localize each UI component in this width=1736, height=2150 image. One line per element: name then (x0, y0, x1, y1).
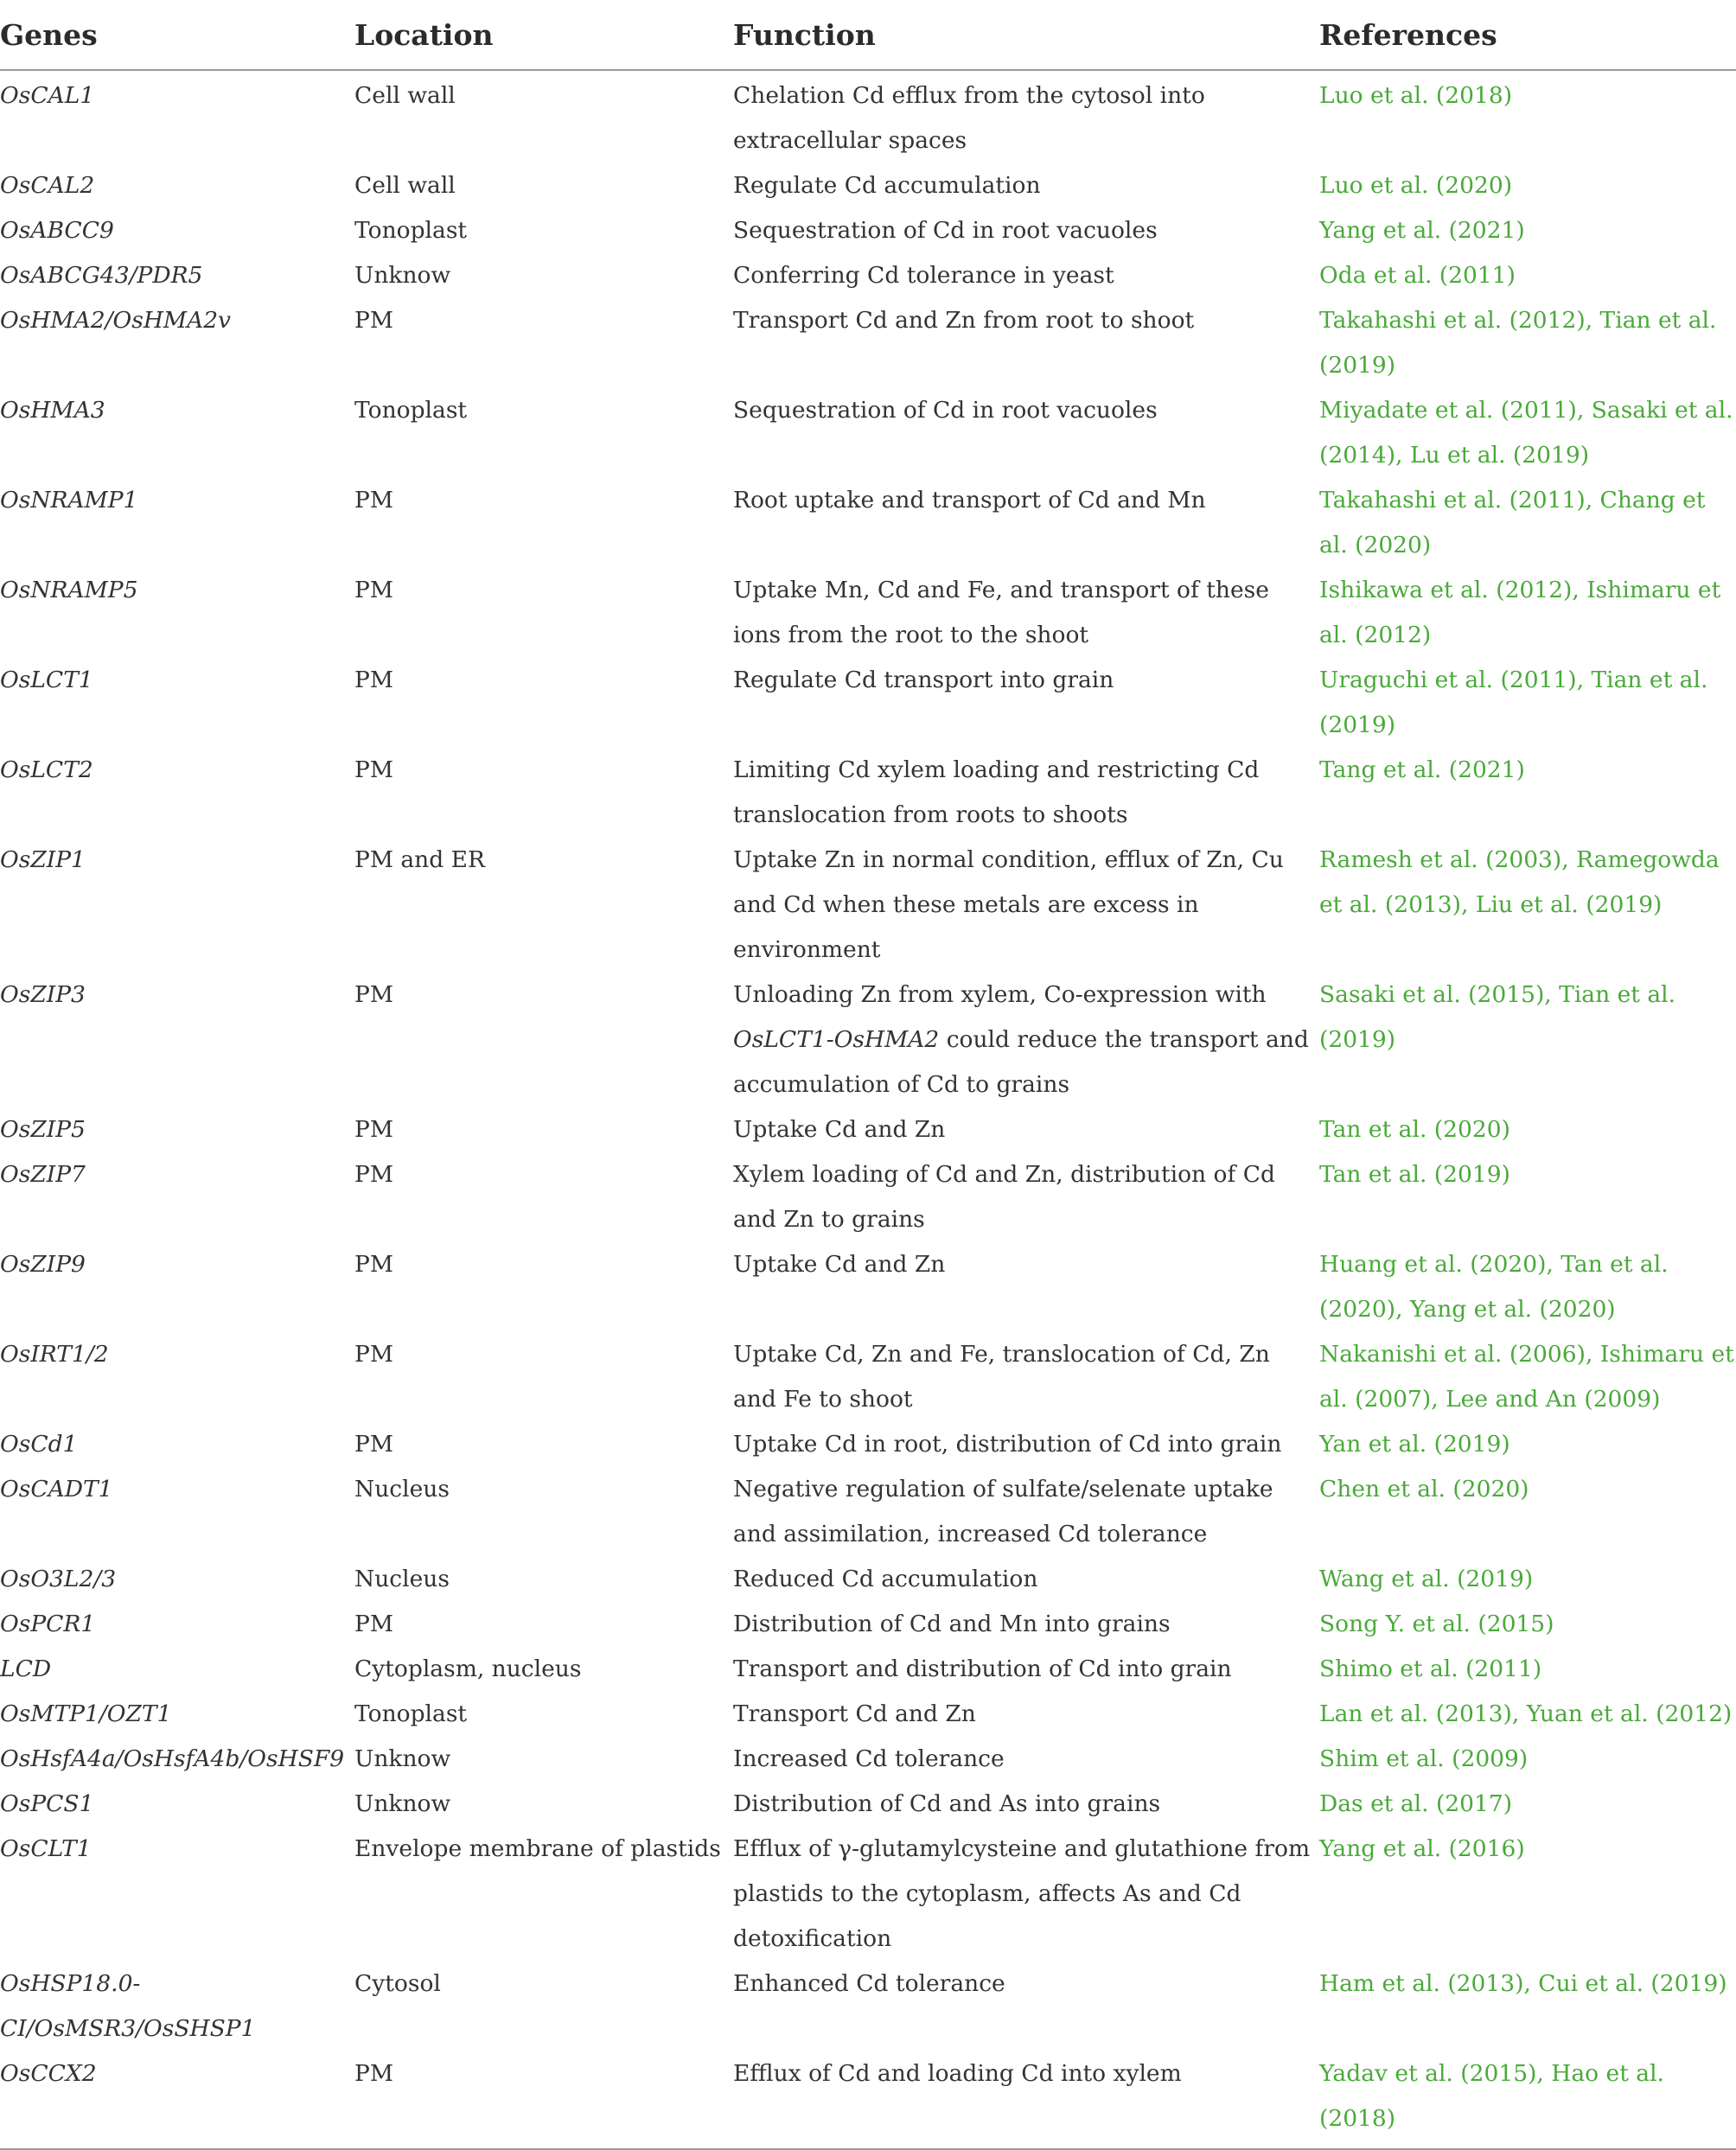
location-cell: Unknow (354, 1790, 451, 1817)
table-row (0, 1782, 1736, 1827)
function-cell: Reduced Cd accumulation (733, 1566, 1038, 1592)
function-cell: Increased Cd tolerance (733, 1745, 1005, 1772)
location-cell: PM (354, 307, 393, 334)
gene-cell: OsHMA2/OsHMA2v (0, 307, 232, 334)
gene-cell: OsNRAMP1 (0, 487, 138, 514)
location-cell: Tonoplast (354, 397, 468, 424)
gene-cell: OsPCS1 (0, 1790, 94, 1817)
table-row (0, 1422, 1736, 1467)
reference-link[interactable]: Chen et al. (2020) (1319, 1476, 1529, 1502)
table-row (0, 838, 1736, 973)
table-row (0, 298, 1736, 388)
reference-link[interactable]: Lan et al. (2013), Yuan et al. (2012) (1319, 1700, 1733, 1727)
function-cell: Sequestration of Cd in root vacuoles (733, 397, 1158, 424)
header-genes: Genes (0, 0, 354, 70)
function-text: Unloading Zn from xylem, Co-expression with (733, 981, 1267, 1008)
location-cell: PM (354, 2060, 393, 2087)
reference-link[interactable]: Tan et al. (2020) (1319, 1116, 1510, 1143)
reference-link[interactable]: Oda et al. (2011) (1319, 262, 1516, 289)
function-cell: Distribution of Cd and Mn into grains (733, 1611, 1171, 1637)
gene-cell: OsABCC9 (0, 217, 114, 244)
location-cell: PM (354, 1611, 393, 1637)
table-row (0, 388, 1736, 478)
gene-cell: OsCAL2 (0, 172, 95, 199)
header-location: Location (354, 0, 733, 70)
reference-link[interactable]: Uraguchi et al. (2011), Tian et al. (2019) (1319, 667, 1708, 738)
function-text: could reduce the transport and accumulation of Cd to grains (733, 1026, 1309, 1098)
table-row (0, 1602, 1736, 1647)
function-cell (733, 973, 1319, 1107)
header-references: References (1319, 0, 1736, 70)
location-cell: Cell wall (354, 82, 456, 109)
function-cell: Uptake Cd in root, distribution of Cd into grain (733, 1431, 1282, 1458)
reference-link[interactable]: Shim et al. (2009) (1319, 1745, 1529, 1772)
table-row (0, 1647, 1736, 1692)
gene-cell: OsZIP7 (0, 1161, 86, 1188)
function-cell: Uptake Cd, Zn and Fe, translocation of Cd, Zn and Fe to shoot (733, 1341, 1270, 1413)
location-cell: PM (354, 756, 393, 783)
gene-cell: OsCCX2 (0, 2060, 97, 2087)
table-header-row (0, 0, 1736, 70)
function-cell: Negative regulation of sulfate/selenate uptake and assimilation, increased Cd tolerance (733, 1476, 1273, 1547)
reference-link[interactable]: Yan et al. (2019) (1319, 1431, 1510, 1458)
location-cell: Unknow (354, 1745, 451, 1772)
function-cell: Limiting Cd xylem loading and restricting Cd translocation from roots to shoots (733, 756, 1260, 828)
table-row (0, 568, 1736, 658)
gene-cell: OsCAL1 (0, 82, 95, 109)
table-row (0, 1467, 1736, 1557)
gene-cell: OsCADT1 (0, 1476, 113, 1502)
location-cell: PM (354, 981, 393, 1008)
table-row (0, 1107, 1736, 1152)
header-function: Function (733, 0, 1319, 70)
gene-cell: OsZIP1 (0, 846, 86, 873)
location-cell: PM and ER (354, 846, 485, 873)
location-cell: PM (354, 1341, 393, 1368)
location-cell: PM (354, 1431, 393, 1458)
table-row (0, 208, 1736, 253)
location-cell: Cytosol (354, 1970, 441, 1997)
reference-link[interactable]: Das et al. (2017) (1319, 1790, 1513, 1817)
reference-link[interactable]: Luo et al. (2018) (1319, 82, 1513, 109)
table-row (0, 70, 1736, 163)
location-cell: Nucleus (354, 1476, 450, 1502)
table-row (0, 1152, 1736, 1242)
function-cell: Regulate Cd accumulation (733, 172, 1041, 199)
table-row (0, 748, 1736, 838)
gene-cell: OsMTP1/OZT1 (0, 1700, 172, 1727)
function-cell: Xylem loading of Cd and Zn, distribution of Cd and Zn to grains (733, 1161, 1275, 1233)
function-cell: Efflux of Cd and loading Cd into xylem (733, 2060, 1182, 2087)
function-cell: Uptake Cd and Zn (733, 1251, 946, 1278)
location-cell: PM (354, 1251, 393, 1278)
reference-link[interactable]: Ishikawa et al. (2012), Ishimaru et al. (2012) (1319, 577, 1721, 648)
location-cell: PM (354, 1116, 393, 1143)
reference-link[interactable]: Takahashi et al. (2012), Tian et al. (2019) (1319, 307, 1717, 379)
reference-link[interactable]: Ham et al. (2013), Cui et al. (2019) (1319, 1970, 1727, 1997)
reference-link[interactable]: Yang et al. (2016) (1319, 1835, 1525, 1862)
table-body (0, 70, 1736, 2141)
reference-link[interactable]: Nakanishi et al. (2006), Ishimaru et al. (2007), Lee and An (2009) (1319, 1341, 1734, 1413)
function-cell: Uptake Mn, Cd and Fe, and transport of these ions from the root to the shoot (733, 577, 1269, 648)
reference-link[interactable]: Ramesh et al. (2003), Ramegowda et al. (2013), Liu et al. (2019) (1319, 846, 1720, 918)
gene-cell: OsZIP5 (0, 1116, 86, 1143)
location-cell: Cytoplasm, nucleus (354, 1656, 582, 1682)
function-cell: Chelation Cd efflux from the cytosol into extracellular spaces (733, 82, 1205, 154)
function-cell: Distribution of Cd and As into grains (733, 1790, 1161, 1817)
gene-cell: OsPCR1 (0, 1611, 96, 1637)
reference-link[interactable]: Wang et al. (2019) (1319, 1566, 1534, 1592)
reference-link[interactable]: Tan et al. (2019) (1319, 1161, 1510, 1188)
location-cell: Cell wall (354, 172, 456, 199)
table-row (0, 253, 1736, 298)
table-row (0, 1737, 1736, 1782)
gene-cell: OsHsfA4a/OsHsfA4b/OsHSF9 (0, 1745, 345, 1772)
table-row (0, 1692, 1736, 1737)
function-cell: Transport and distribution of Cd into grain (733, 1656, 1232, 1682)
location-cell: Tonoplast (354, 217, 468, 244)
location-cell: PM (354, 487, 393, 514)
table-row (0, 658, 1736, 748)
gene-cell: OsABCG43/PDR5 (0, 262, 203, 289)
location-cell: Unknow (354, 262, 451, 289)
location-cell: Nucleus (354, 1566, 450, 1592)
gene-cell: OsZIP3 (0, 981, 86, 1008)
gene-cell: OsZIP9 (0, 1251, 86, 1278)
location-cell: PM (354, 577, 393, 603)
reference-link[interactable]: Yang et al. (2021) (1319, 217, 1525, 244)
reference-link[interactable]: Miyadate et al. (2011), Sasaki et al. (2014), Lu et al. (2019) (1319, 397, 1733, 469)
gene-cell: OsHSP18.0-CI/OsMSR3/OsSHSP1 (0, 1970, 256, 2042)
table-row (0, 1242, 1736, 1332)
function-cell: Root uptake and transport of Cd and Mn (733, 487, 1206, 514)
function-cell: Transport Cd and Zn (733, 1700, 976, 1727)
location-cell: PM (354, 1161, 393, 1188)
reference-link[interactable]: Tang et al. (2021) (1319, 756, 1525, 783)
gene-cell: OsHMA3 (0, 397, 105, 424)
table-row (0, 1557, 1736, 1602)
function-cell: Regulate Cd transport into grain (733, 667, 1114, 693)
function-cell: Enhanced Cd tolerance (733, 1970, 1005, 1997)
reference-link[interactable]: Sasaki et al. (2015), Tian et al. (2019) (1319, 981, 1676, 1053)
reference-link[interactable]: Takahashi et al. (2011), Chang et al. (2020) (1319, 487, 1706, 558)
reference-link[interactable]: Shimo et al. (2011) (1319, 1656, 1542, 1682)
location-cell: PM (354, 667, 393, 693)
reference-link[interactable]: Huang et al. (2020), Tan et al. (2020), Yang et al. (2020) (1319, 1251, 1669, 1323)
gene-cell: OsLCT1 (0, 667, 93, 693)
reference-link[interactable]: Yadav et al. (2015), Hao et al. (2018) (1319, 2060, 1664, 2132)
table-row (0, 478, 1736, 568)
table-row (0, 1827, 1736, 1962)
gene-cell: OsNRAMP5 (0, 577, 138, 603)
gene-cell: OsCd1 (0, 1431, 78, 1458)
table-row (0, 1962, 1736, 2051)
reference-link[interactable]: Song Y. et al. (2015) (1319, 1611, 1554, 1637)
table-row (0, 1332, 1736, 1422)
gene-cell: LCD (0, 1656, 52, 1682)
function-cell: Conferring Cd tolerance in yeast (733, 262, 1114, 289)
function-cell: Uptake Zn in normal condition, efflux of Zn, Cu and Cd when these metals are excess in environment (733, 846, 1284, 963)
location-cell: Envelope membrane of plastids (354, 1835, 721, 1862)
function-cell: Efflux of γ-glutamylcysteine and glutathione from plastids to the cytoplasm, affects As and Cd detoxification (733, 1835, 1311, 1952)
gene-cell: OsCLT1 (0, 1835, 92, 1862)
reference-link[interactable]: Luo et al. (2020) (1319, 172, 1513, 199)
function-cell: Uptake Cd and Zn (733, 1116, 946, 1143)
table-row (0, 163, 1736, 208)
function-cell: Transport Cd and Zn from root to shoot (733, 307, 1195, 334)
gene-cell: OsO3L2/3 (0, 1566, 117, 1592)
table-row (0, 973, 1736, 1107)
gene-cell: OsLCT2 (0, 756, 93, 783)
location-cell: Tonoplast (354, 1700, 468, 1727)
gene-cell: OsIRT1/2 (0, 1341, 109, 1368)
function-gene-italic: OsLCT1-OsHMA2 (733, 1026, 940, 1053)
table-row (0, 2051, 1736, 2141)
function-cell: Sequestration of Cd in root vacuoles (733, 217, 1158, 244)
